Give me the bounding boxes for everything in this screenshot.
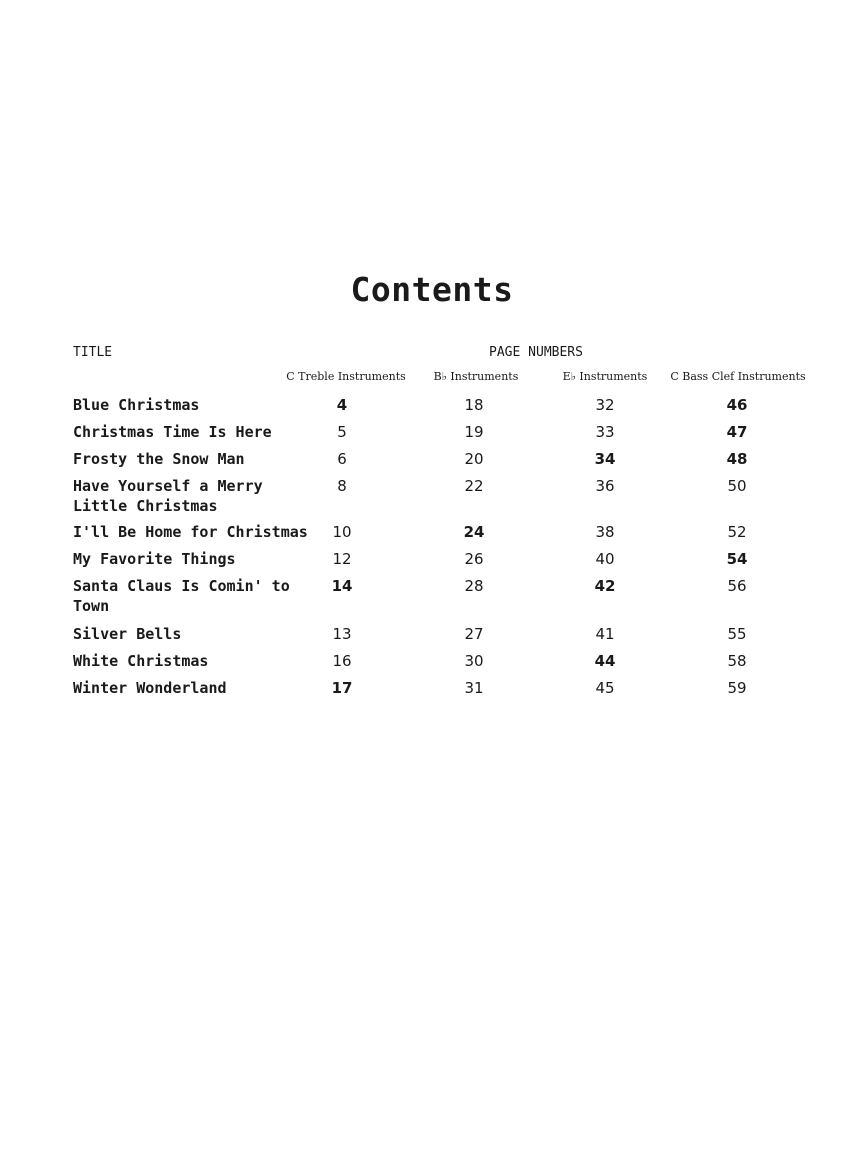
- page-c-treble: 8: [337, 477, 347, 495]
- page-c-bass: 58: [727, 652, 747, 670]
- page-eb: 38: [595, 523, 615, 541]
- song-title[interactable]: Santa Claus Is Comin' to Town: [73, 577, 290, 615]
- column-header-c-bass: C Bass Clef Instruments: [670, 370, 806, 383]
- page-bb: 19: [464, 423, 484, 441]
- page-c-treble: 16: [332, 652, 352, 670]
- table-row[interactable]: [0, 624, 864, 651]
- page-c-treble: 12: [332, 550, 352, 568]
- song-title[interactable]: Frosty the Snow Man: [73, 450, 245, 468]
- page-c-bass: 48: [726, 450, 748, 468]
- table-row[interactable]: [0, 449, 864, 476]
- page-bb: 31: [464, 679, 484, 697]
- table-row[interactable]: [0, 395, 864, 422]
- song-title[interactable]: Silver Bells: [73, 625, 182, 643]
- page-eb: 41: [595, 625, 615, 643]
- title-column-label: TITLE: [73, 345, 113, 360]
- table-row[interactable]: [0, 651, 864, 678]
- page-eb: 36: [595, 477, 615, 495]
- page-eb: 32: [595, 396, 615, 414]
- column-header-eb: E♭ Instruments: [562, 370, 648, 383]
- page-bb: 27: [464, 625, 484, 643]
- contents-table: [0, 395, 864, 705]
- page-title: Contents: [350, 270, 514, 309]
- page-eb: 44: [594, 652, 616, 670]
- page-bb: 28: [464, 577, 484, 595]
- page-c-bass: 56: [727, 577, 747, 595]
- song-title[interactable]: Blue Christmas: [73, 396, 200, 414]
- song-title[interactable]: Winter Wonderland: [73, 679, 227, 697]
- page-eb: 34: [594, 450, 616, 468]
- page-c-treble: 10: [332, 523, 352, 541]
- table-row[interactable]: [0, 576, 864, 624]
- page-bb: 18: [464, 396, 484, 414]
- table-row[interactable]: [0, 522, 864, 549]
- page-c-treble: 5: [337, 423, 347, 441]
- page-eb: 42: [594, 577, 616, 595]
- page-bb: 22: [464, 477, 484, 495]
- page-c-bass: 50: [727, 477, 747, 495]
- page-c-bass: 54: [726, 550, 748, 568]
- song-title[interactable]: Christmas Time Is Here: [73, 423, 272, 441]
- page-c-treble: 6: [337, 450, 347, 468]
- song-title[interactable]: White Christmas: [73, 652, 209, 670]
- page-eb: 45: [595, 679, 615, 697]
- song-title[interactable]: Have Yourself a Merry Little Christmas: [73, 477, 263, 515]
- page-c-treble: 4: [336, 396, 348, 414]
- table-row[interactable]: [0, 422, 864, 449]
- page-numbers-label: PAGE NUMBERS: [489, 345, 583, 360]
- page-c-treble: 13: [332, 625, 352, 643]
- page-c-bass: 55: [727, 625, 747, 643]
- page-c-bass: 59: [727, 679, 747, 697]
- song-title[interactable]: I'll Be Home for Christmas: [73, 523, 308, 541]
- page-c-treble: 17: [331, 679, 353, 697]
- page-bb: 26: [464, 550, 484, 568]
- column-header-bb: B♭ Instruments: [433, 370, 519, 383]
- table-row[interactable]: [0, 678, 864, 705]
- page-c-bass: 46: [726, 396, 748, 414]
- page-bb: 24: [463, 523, 485, 541]
- column-header-c-treble: C Treble Instruments: [286, 370, 406, 383]
- page-c-bass: 52: [727, 523, 747, 541]
- page-eb: 40: [595, 550, 615, 568]
- page-c-bass: 47: [726, 423, 748, 441]
- table-row[interactable]: [0, 549, 864, 576]
- page-c-treble: 14: [331, 577, 353, 595]
- page-bb: 30: [464, 652, 484, 670]
- page-eb: 33: [595, 423, 615, 441]
- table-row[interactable]: [0, 476, 864, 522]
- song-title[interactable]: My Favorite Things: [73, 550, 236, 568]
- page-bb: 20: [464, 450, 484, 468]
